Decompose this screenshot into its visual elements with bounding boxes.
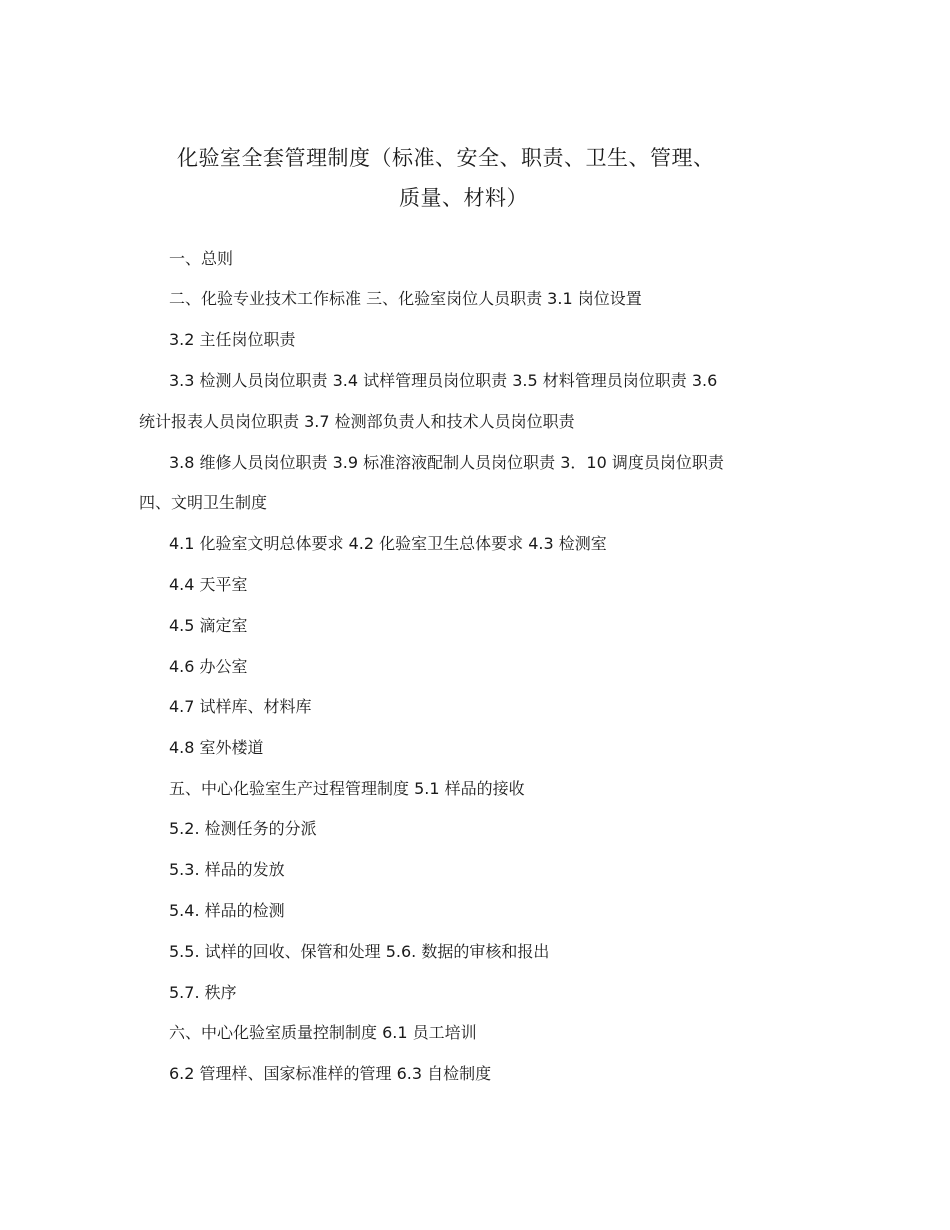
toc-line: 五、中心化验室生产过程管理制度 5.1 样品的接收: [169, 779, 525, 798]
toc-line: 5.2. 检测任务的分派: [169, 819, 317, 838]
toc-line: 3.3 检测人员岗位职责 3.4 试样管理员岗位职责 3.5 材料管理员岗位职责 3.6: [169, 371, 718, 390]
toc-line: 5.7. 秩序: [169, 983, 237, 1002]
toc-line: 4.1 化验室文明总体要求 4.2 化验室卫生总体要求 4.3 检测室: [169, 534, 607, 553]
toc-line: 一、总则: [169, 249, 234, 268]
document-title-line-2: 质量、材料）: [399, 186, 528, 210]
toc-line: 5.3. 样品的发放: [169, 860, 285, 879]
toc-line: 四、文明卫生制度: [139, 493, 268, 512]
toc-line: 4.4 天平室: [169, 575, 248, 594]
toc-line: 3.2 主任岗位职责: [169, 330, 296, 349]
toc-line: 4.6 办公室: [169, 657, 248, 676]
toc-line: 统计报表人员岗位职责 3.7 检测部负责人和技术人员岗位职责: [139, 412, 575, 431]
toc-line: 4.5 滴定室: [169, 616, 248, 635]
document-title-line-1: 化验室全套管理制度（标准、安全、职责、卫生、管理、: [177, 146, 715, 170]
toc-line: 六、中心化验室质量控制制度 6.1 员工培训: [169, 1023, 477, 1042]
toc-line: 5.5. 试样的回收、保管和处理 5.6. 数据的审核和报出: [169, 942, 550, 961]
toc-line: 4.7 试样库、材料库: [169, 697, 312, 716]
toc-line: 二、化验专业技术工作标准 三、化验室岗位人员职责 3.1 岗位设置: [169, 289, 642, 308]
toc-line: 3.8 维修人员岗位职责 3.9 标准溶液配制人员岗位职责 3．10 调度员岗位职责: [169, 453, 724, 472]
toc-line: 5.4. 样品的检测: [169, 901, 285, 920]
toc-line: 4.8 室外楼道: [169, 738, 264, 757]
toc-line: 6.2 管理样、国家标准样的管理 6.3 自检制度: [169, 1064, 492, 1083]
